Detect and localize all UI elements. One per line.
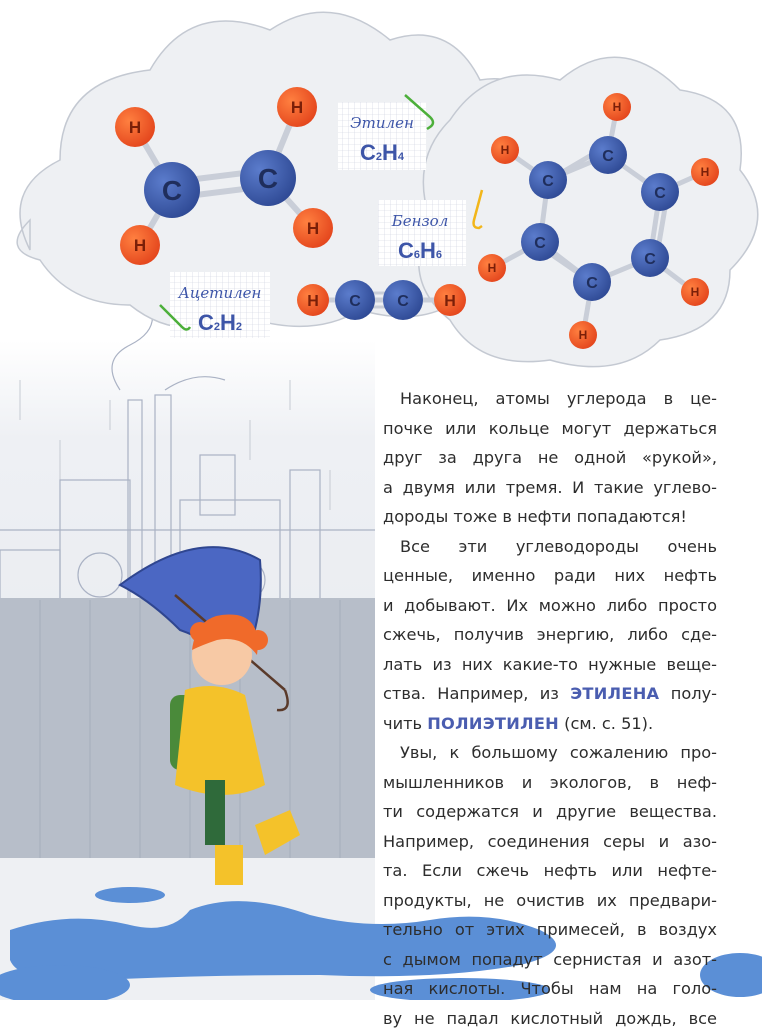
hydrogen-label: H xyxy=(307,219,319,238)
text-line xyxy=(383,591,717,621)
text-segment: ти содержатся и другие вещества. xyxy=(383,802,717,821)
hydrogen-label: H xyxy=(291,98,303,117)
text-segment: и добывают. Их можно либо просто xyxy=(383,596,717,615)
ethylene-card xyxy=(338,95,433,170)
benzene-formula: C6H6 xyxy=(398,238,442,263)
carbon-label: C xyxy=(397,293,409,310)
text-line xyxy=(383,473,717,503)
text-segment: (см. с. 51). xyxy=(559,714,653,733)
carbon-label: C xyxy=(258,163,278,194)
highlighted-term: ПОЛИЭТИЛЕН xyxy=(427,714,559,733)
text-segment: лать из них какие-то нужные веще- xyxy=(383,655,717,674)
text-line xyxy=(383,886,717,916)
carbon-label: C xyxy=(349,293,361,310)
text-line xyxy=(383,620,717,650)
text-segment: друг за друга не одной «рукой», xyxy=(383,448,717,467)
text-segment: Увы, к большому сожалению про- xyxy=(400,743,717,762)
body-text xyxy=(383,384,717,1033)
text-line xyxy=(383,414,717,444)
text-line xyxy=(383,532,717,562)
text-segment: ву не падал кислотный дождь, все xyxy=(383,1009,717,1028)
text-line xyxy=(383,709,717,739)
hydrogen-label: H xyxy=(701,165,710,179)
ethylene-formula: C2H4 xyxy=(360,140,405,165)
text-segment: тельно от этих примесей, в воздух xyxy=(383,920,717,939)
text-segment: та. Если сжечь нефть или нефте- xyxy=(383,861,717,880)
text-segment: ценные, именно ради них нефть xyxy=(383,566,717,585)
acetylene-name: Ацетилен xyxy=(178,284,262,302)
text-segment: Наконец, атомы углерода в це- xyxy=(400,389,717,408)
text-line xyxy=(383,945,717,975)
text-line xyxy=(383,561,717,591)
hydrogen-label: H xyxy=(501,143,510,157)
text-line xyxy=(383,797,717,827)
text-segment: сжечь, получив энергию, либо сде- xyxy=(383,625,717,644)
ethylene-name: Этилен xyxy=(350,114,414,132)
text-segment: ная кислоты. Чтобы нам на голо- xyxy=(383,979,717,998)
hydrogen-label: H xyxy=(307,293,319,310)
text-line xyxy=(383,502,717,532)
carbon-label: C xyxy=(654,185,666,202)
text-line xyxy=(383,827,717,857)
text-segment: полу- xyxy=(659,684,717,703)
carbon-label: C xyxy=(162,175,182,206)
acetylene-card xyxy=(160,272,270,338)
text-segment: чить xyxy=(383,714,427,733)
text-line xyxy=(383,856,717,886)
acetylene-formula: C2H2 xyxy=(198,310,242,335)
highlighted-term: ЭТИЛЕНА xyxy=(570,684,659,703)
text-line xyxy=(383,384,717,414)
hydrogen-label: H xyxy=(488,261,497,275)
text-line xyxy=(383,1004,717,1033)
text-line xyxy=(383,738,717,768)
hydrogen-label: H xyxy=(444,293,456,310)
text-segment: мышленников и экологов, в неф- xyxy=(383,773,717,792)
carbon-label: C xyxy=(534,235,546,252)
carbon-label: C xyxy=(602,148,614,165)
text-segment: продукты, не очистив их предвари- xyxy=(383,891,717,910)
text-line xyxy=(383,915,717,945)
hydrogen-label: H xyxy=(613,100,622,114)
hydrogen-label: H xyxy=(134,236,146,255)
text-segment: почке или кольце могут держаться xyxy=(383,419,717,438)
text-line xyxy=(383,679,717,709)
text-segment: дороды тоже в нефти попадаются! xyxy=(383,507,687,526)
hydrogen-label: H xyxy=(691,285,700,299)
text-segment: ства. Например, из xyxy=(383,684,570,703)
carbon-label: C xyxy=(644,251,656,268)
text-line xyxy=(383,974,717,1004)
text-segment: с дымом попадут сернистая и азот- xyxy=(383,950,717,969)
text-segment: Все эти углеводороды очень xyxy=(400,537,717,556)
hydrogen-label: H xyxy=(579,328,588,342)
text-line xyxy=(383,650,717,680)
carbon-label: C xyxy=(542,173,554,190)
text-segment: а двумя или тремя. И такие углево- xyxy=(383,478,717,497)
text-line xyxy=(383,443,717,473)
benzene-name: Бензол xyxy=(391,212,449,230)
hydrogen-label: H xyxy=(129,118,141,137)
carbon-label: C xyxy=(586,275,598,292)
text-segment: Например, соединения серы и азо- xyxy=(383,832,717,851)
text-line xyxy=(383,768,717,798)
